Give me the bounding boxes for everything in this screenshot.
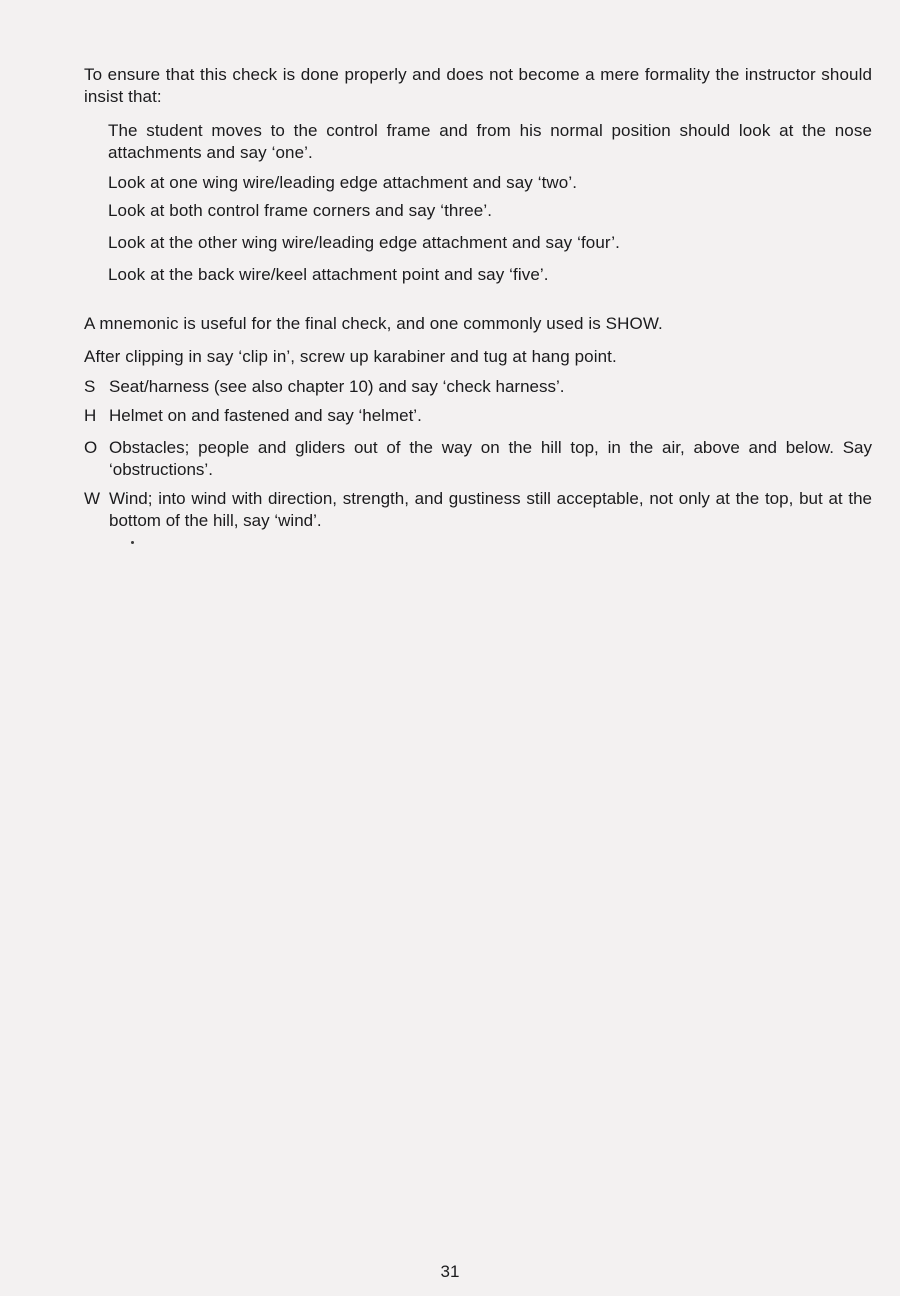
step-one: The student moves to the control frame and from his normal position should look at the nose attachments and say ‘one’. [108, 121, 872, 162]
step-three: Look at both control frame corners and say ‘three’. [108, 201, 493, 220]
show-letter: W [84, 489, 101, 508]
show-item-s [84, 376, 872, 398]
page-number: 31 [440, 1262, 460, 1281]
step-two: Look at one wing wire/leading edge attachment and say ‘two’. [108, 173, 578, 192]
step-five: Look at the back wire/keel attachment point and say ‘five’. [108, 265, 549, 284]
show-text: Helmet on and fastened and say ‘helmet’. [109, 406, 422, 425]
intro-paragraph: To ensure that this check is done properly and does not become a mere formality the instructor should insist that: [84, 65, 872, 106]
show-item-o [84, 437, 872, 481]
speck-mark [131, 541, 134, 544]
show-letter: H [84, 406, 97, 425]
show-text: Wind; into wind with direction, strength, and gustiness still acceptable, not only at the top, but at the bottom of the hill, say ‘wind’. [109, 489, 872, 530]
clip-in-paragraph: After clipping in say ‘clip in’, screw up karabiner and tug at hang point. [84, 347, 617, 366]
show-item-h [84, 405, 872, 427]
show-letter: S [84, 377, 96, 396]
show-text: Seat/harness (see also chapter 10) and say ‘check harness’. [109, 377, 565, 396]
show-item-w [84, 488, 872, 532]
mnemonic-paragraph: A mnemonic is useful for the final check, and one commonly used is SHOW. [84, 314, 663, 333]
show-letter: O [84, 438, 98, 457]
step-four: Look at the other wing wire/leading edge attachment and say ‘four’. [108, 233, 620, 252]
show-text: Obstacles; people and gliders out of the way on the hill top, in the air, above and below. Say ‘obstructions’. [109, 438, 872, 479]
